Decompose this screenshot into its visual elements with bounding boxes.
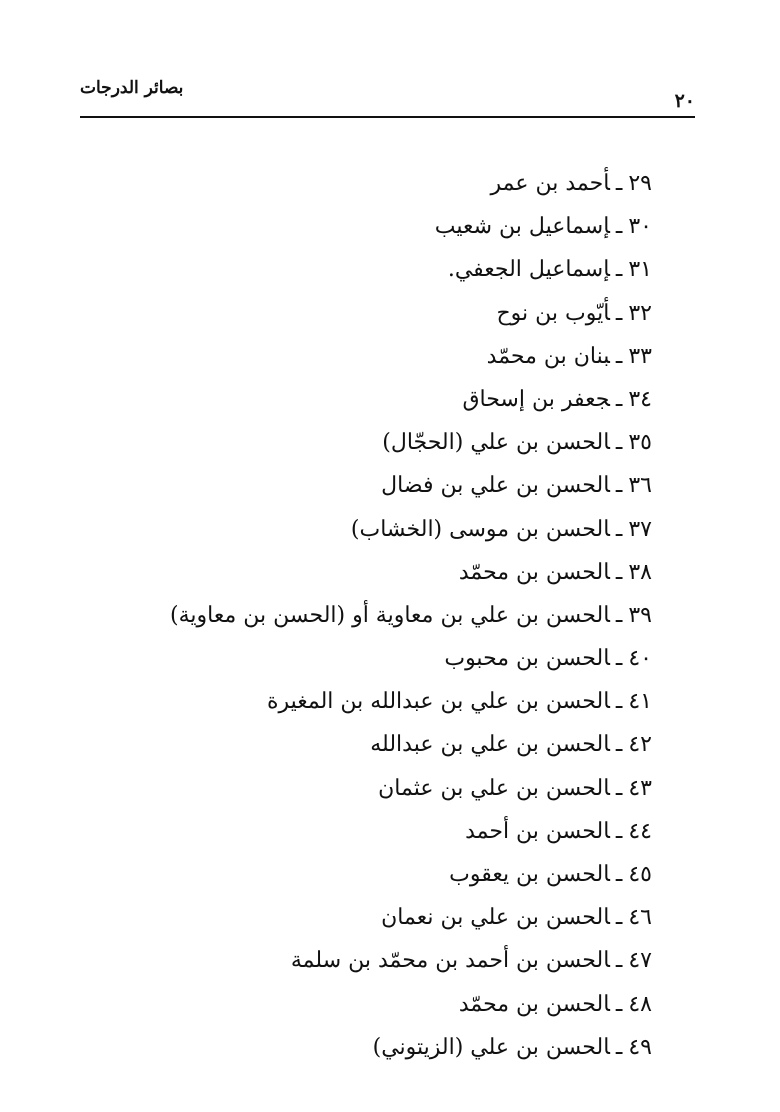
entry-dash: ـ — [615, 1034, 623, 1060]
entry-name: إسماعيل الجعفي. — [447, 257, 610, 283]
list-item — [92, 551, 652, 594]
list-item — [92, 335, 652, 378]
list-item — [92, 637, 652, 680]
list-item — [92, 248, 652, 291]
list-item — [92, 292, 652, 335]
entry-name: بنان بن محمّد — [486, 343, 610, 369]
list-item — [92, 939, 652, 982]
entry-dash: ـ — [615, 646, 623, 672]
entry-name: الحسن بن محمّد — [458, 559, 610, 585]
entry-name: الحسن بن محمّد — [458, 991, 610, 1017]
entry-name: الحسن بن يعقوب — [449, 862, 610, 887]
entry-number: ٤٣ — [628, 775, 652, 801]
entry-name: الحسن بن أحمد بن محمّد بن سلمة — [290, 948, 610, 974]
entry-number: ٣٤ — [628, 386, 652, 412]
list-item — [92, 983, 652, 1026]
running-title: بصائر الدرجات — [80, 78, 184, 98]
entry-dash: ـ — [615, 257, 623, 283]
entry-dash: ـ — [615, 991, 623, 1017]
entry-number: ٤٧ — [628, 948, 652, 974]
list-item — [92, 594, 652, 637]
page-header — [80, 72, 695, 118]
entry-dash: ـ — [615, 689, 623, 715]
entry-number: ٤٢ — [628, 732, 652, 758]
entry-dash: ـ — [615, 818, 623, 844]
entry-name: الحسن بن علي بن معاوية أو (الحسن بن معاوية) — [170, 602, 610, 628]
entry-number: ٣٣ — [628, 343, 652, 369]
entry-name: الحسن بن موسى (الخشاب) — [350, 516, 610, 542]
entry-number: ٤٠ — [628, 646, 652, 672]
entry-name: الحسن بن علي بن نعمان — [381, 905, 610, 931]
entry-number: ٣٩ — [628, 602, 652, 628]
entry-number: ٤٤ — [628, 818, 652, 844]
entry-name: الحسن بن علي بن عبدالله — [370, 732, 610, 758]
entry-number: ٤١ — [628, 689, 652, 715]
entry-dash: ـ — [615, 732, 623, 758]
entry-name: أحمد بن عمر — [490, 171, 610, 196]
entry-number: ٣٨ — [628, 559, 652, 585]
entry-name: الحسن بن محبوب — [444, 646, 610, 672]
entry-dash: ـ — [615, 516, 623, 542]
list-item — [92, 421, 652, 464]
entry-dash: ـ — [615, 386, 623, 412]
entry-dash: ـ — [615, 300, 623, 326]
list-item — [92, 896, 652, 939]
entry-name: إسماعيل بن شعيب — [434, 214, 610, 240]
entry-number: ٤٨ — [628, 991, 652, 1017]
list-item — [92, 853, 652, 896]
entry-dash: ـ — [615, 171, 623, 196]
entry-number: ٤٦ — [628, 905, 652, 931]
entry-number: ٣٦ — [628, 473, 652, 499]
entry-number: ٢٩ — [628, 171, 652, 196]
list-item — [92, 680, 652, 723]
list-item — [92, 723, 652, 766]
entry-dash: ـ — [615, 559, 623, 585]
entry-dash: ـ — [615, 862, 623, 887]
page-number: ٢٠ — [674, 90, 695, 112]
entry-name: الحسن بن علي بن فضال — [381, 473, 610, 499]
list-item — [92, 162, 652, 205]
entry-dash: ـ — [615, 214, 623, 240]
entry-name: الحسن بن علي بن عثمان — [378, 775, 610, 801]
entry-number: ٤٩ — [628, 1034, 652, 1060]
entry-number: ٣٧ — [628, 516, 652, 542]
entry-name: الحسن بن علي بن عبدالله بن المغيرة — [266, 689, 610, 715]
list-item — [92, 378, 652, 421]
entry-dash: ـ — [615, 343, 623, 369]
narrator-list — [92, 162, 652, 1069]
entry-name: أيّوب بن نوح — [496, 300, 610, 326]
entry-dash: ـ — [615, 775, 623, 801]
entry-number: ٣٥ — [628, 430, 652, 456]
entry-dash: ـ — [615, 905, 623, 931]
list-item — [92, 810, 652, 853]
entry-name: الحسن بن علي (الحجّال) — [382, 430, 610, 456]
entry-number: ٣٢ — [628, 300, 652, 326]
list-item — [92, 508, 652, 551]
list-item — [92, 205, 652, 248]
list-item — [92, 464, 652, 507]
entry-name: الحسن بن علي (الزيتوني) — [372, 1034, 610, 1060]
entry-number: ٣١ — [628, 257, 652, 283]
list-item — [92, 1026, 652, 1069]
entry-name: الحسن بن أحمد — [465, 818, 610, 844]
list-item — [92, 767, 652, 810]
entry-name: جعفر بن إسحاق — [462, 386, 610, 412]
entry-dash: ـ — [615, 602, 623, 628]
entry-dash: ـ — [615, 473, 623, 499]
entry-dash: ـ — [615, 948, 623, 974]
entry-number: ٤٥ — [628, 862, 652, 887]
entry-dash: ـ — [615, 430, 623, 456]
entry-number: ٣٠ — [628, 214, 652, 240]
